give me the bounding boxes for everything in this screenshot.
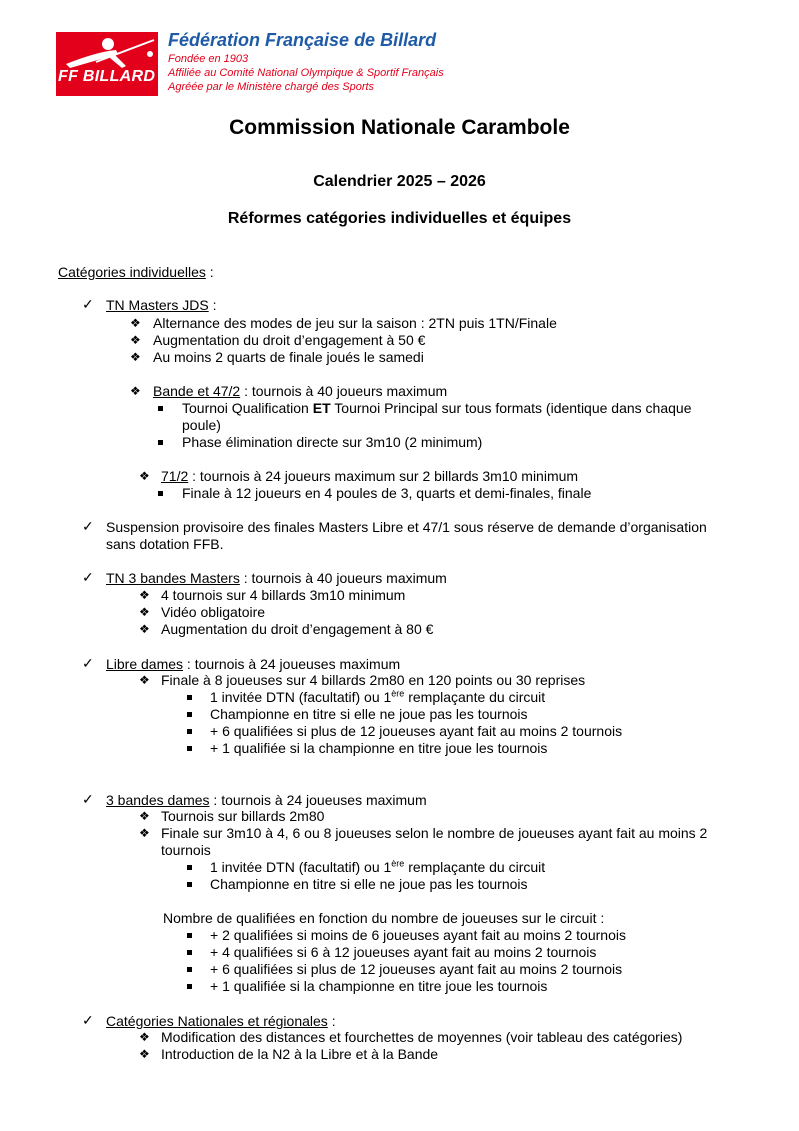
affiliation-text: Affiliée au Comité National Olympique & Sportif Français [168,67,444,79]
square-bullet-icon [187,950,192,955]
square-bullet-icon [187,746,192,751]
square-bullet-icon [187,933,192,938]
bande-sub-item-2: Phase élimination directe sur 3m10 (2 minimum) [182,434,483,450]
page-title: Commission Nationale Carambole [229,116,570,139]
list-item: 4 tournois sur 4 billards 3m10 minimum [161,587,406,603]
list-item: + 1 qualifiée si la championne en titre joue les tournois [210,740,548,756]
diamond-bullet-icon: ❖ [139,588,150,602]
list-item: + 1 qualifiée si la championne en titre joue les tournois [210,978,548,994]
tn3-label: TN 3 bandes Masters : tournois à 40 joueurs maximum [106,570,447,586]
suspension-line-2: sans dotation FFB. [106,536,224,552]
list-item: + 4 qualifiées si 6 à 12 joueuses ayant fait au moins 2 tournois [210,944,597,960]
list-item-cont: tournois [161,842,211,858]
suspension-line-1: Suspension provisoire des finales Masters Libre et 47/1 sous réserve de demande d’organisation [106,519,707,535]
square-bullet-icon [187,865,192,870]
square-bullet-icon [187,967,192,972]
logo-text: FF BILLARD [58,68,156,85]
billiard-player-logo-icon [56,32,158,96]
trois-bandes-dames-label: 3 bandes dames : tournois à 24 joueuses maximum [106,792,427,808]
diamond-bullet-icon: ❖ [139,1047,150,1061]
diamond-bullet-icon: ❖ [130,316,141,330]
square-bullet-icon [158,406,163,411]
list-item: Augmentation du droit d’engagement à 80 € [161,621,434,637]
diamond-bullet-icon: ❖ [139,622,150,636]
diamond-bullet-icon: ❖ [130,384,141,398]
list-item: Tournois sur billards 2m80 [161,808,325,824]
check-icon: ✓ [82,296,94,312]
list-item: Finale sur 3m10 à 4, 6 ou 8 joueuses selon le nombre de joueuses ayant fait au moins 2 [161,825,708,841]
calendar-title: Calendrier 2025 – 2026 [313,173,486,190]
square-bullet-icon [187,695,192,700]
square-bullet-icon [187,712,192,717]
list-item: Introduction de la N2 à la Libre et à la Bande [161,1046,439,1062]
check-icon: ✓ [82,569,94,585]
s71-item: 71/2 : tournois à 24 joueurs maximum sur 2 billards 3m10 minimum [161,468,579,484]
founded-text: Fondée en 1903 [168,53,249,65]
list-item: Augmentation du droit d’engagement à 50 € [153,332,426,348]
libre-dames-label: Libre dames : tournois à 24 joueuses maximum [106,656,401,672]
diamond-bullet-icon: ❖ [139,1030,150,1044]
square-bullet-icon [187,882,192,887]
s71-sub-item: Finale à 12 joueurs en 4 poules de 3, quarts et demi-finales, finale [182,485,592,501]
list-item: + 6 qualifiées si plus de 12 joueuses ayant fait au moins 2 tournois [210,723,623,739]
diamond-bullet-icon: ❖ [139,605,150,619]
bande-item: Bande et 47/2 : tournois à 40 joueurs maximum [153,383,448,399]
nationales-label: Catégories Nationales et régionales : [106,1013,336,1029]
check-icon: ✓ [82,791,94,807]
list-item: 1 invitée DTN (facultatif) ou 1ère remplaçante du circuit [210,858,546,875]
list-item: + 2 qualifiées si moins de 6 joueuses ayant fait au moins 2 tournois [210,927,626,943]
diamond-bullet-icon: ❖ [139,673,150,687]
check-icon: ✓ [82,518,94,534]
diamond-bullet-icon: ❖ [139,826,150,840]
square-bullet-icon [187,984,192,989]
diamond-bullet-icon: ❖ [139,809,150,823]
federation-name: Fédération Française de Billard [168,30,437,50]
libre-dames-finale: Finale à 8 joueuses sur 4 billards 2m80 en 120 points ou 30 reprises [161,672,586,688]
reforms-title: Réformes catégories individuelles et équipes [227,210,572,227]
list-item: 1 invitée DTN (facultatif) ou 1ère remplaçante du circuit [210,688,546,705]
section-heading: Catégories individuelles : [58,264,214,280]
list-item: Championne en titre si elle ne joue pas les tournois [210,876,528,892]
list-item: Alternance des modes de jeu sur la saison : 2TN puis 1TN/Finale [153,315,557,331]
diamond-bullet-icon: ❖ [139,469,150,483]
check-icon: ✓ [82,1012,94,1028]
square-bullet-icon [158,491,163,496]
tn-masters-label: TN Masters JDS : [106,297,217,313]
list-item: Au moins 2 quarts de finale joués le samedi [153,349,424,365]
bande-sub-item-1-cont: poule) [182,417,221,433]
ffb-logo [56,32,158,96]
check-icon: ✓ [82,655,94,671]
list-item: Championne en titre si elle ne joue pas les tournois [210,706,528,722]
approval-text: Agréée par le Ministère chargé des Sports [168,81,375,93]
diamond-bullet-icon: ❖ [130,350,141,364]
list-item: Vidéo obligatoire [161,604,266,620]
diamond-bullet-icon: ❖ [130,333,141,347]
list-item: + 6 qualifiées si plus de 12 joueuses ayant fait au moins 2 tournois [210,961,623,977]
list-item: Modification des distances et fourchettes de moyennes (voir tableau des catégories) [161,1029,683,1045]
qualif-heading: Nombre de qualifiées en fonction du nombre de joueuses sur le circuit : [163,910,605,926]
square-bullet-icon [158,440,163,445]
square-bullet-icon [187,729,192,734]
bande-sub-item-1: Tournoi Qualification ET Tournoi Principal sur tous formats (identique dans chaque [182,400,692,416]
